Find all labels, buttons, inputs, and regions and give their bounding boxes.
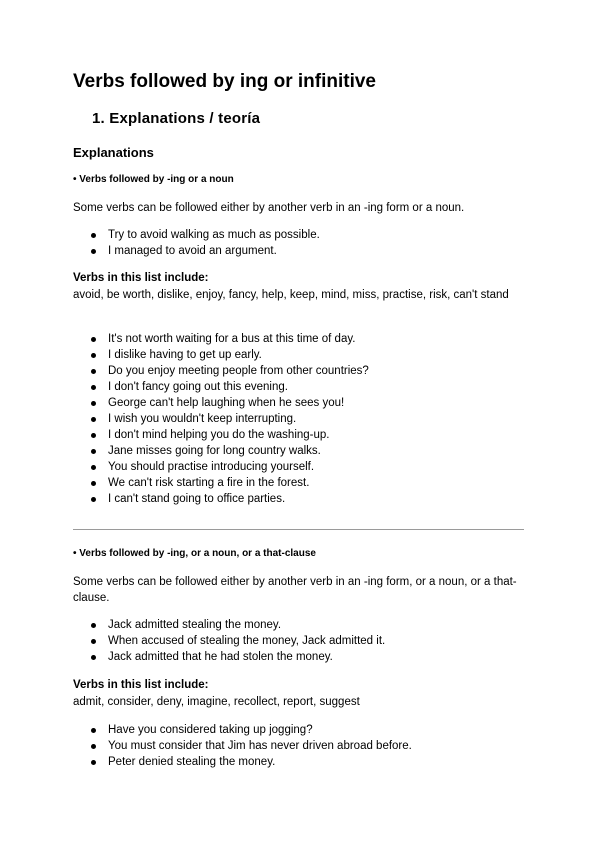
section-heading: 1. Explanations / teoría	[92, 110, 261, 127]
bullet-icon	[91, 481, 96, 486]
bullet-icon	[91, 449, 96, 454]
bullet-icon	[91, 233, 96, 238]
bullet-icon	[91, 744, 96, 749]
bullet-icon	[91, 760, 96, 765]
bullet-icon	[91, 623, 96, 628]
bullet-icon	[91, 728, 96, 733]
verbs-list-heading: Verbs in this list include:	[73, 272, 209, 284]
bullet-icon	[91, 639, 96, 644]
bullet-icon	[91, 353, 96, 358]
subheading: Explanations	[73, 145, 154, 160]
intro-paragraph: Some verbs can be followed either by another verb in an -ing form, or a noun, or a that-clause.	[73, 576, 517, 604]
intro-paragraph: Some verbs can be followed either by another verb in an -ing form or a noun.	[73, 202, 465, 214]
bullet-icon	[91, 497, 96, 502]
category-heading: • Verbs followed by -ing or a noun	[73, 174, 234, 185]
bullet-icon	[91, 465, 96, 470]
bullet-icon	[91, 655, 96, 660]
bullet-icon	[91, 417, 96, 422]
page-title: Verbs followed by ing or infinitive	[73, 71, 376, 92]
bullet-icon	[91, 433, 96, 438]
bullet-icon	[91, 249, 96, 254]
verbs-list-heading: Verbs in this list include:	[73, 679, 209, 691]
bullet-icon	[91, 385, 96, 390]
bullet-icon	[91, 369, 96, 374]
document-page: Verbs followed by ing or infinitive 1. Explanations / teoría Explanations • Verbs followed by -ing or a noun Some verbs can be followed either by another verb in an -ing form or a noun. Try to avoid walking as much as possible. I managed to avoid an argument. Verbs in this list include: avoid, be worth, dislike, enjoy, fancy, help, keep, mind, miss, practise, risk, can't stand It's not worth waiting for a bus at this time of day. I dislike having to get up early. Do you enjoy meeting people from other countries? I don't fancy going out this evening. George can't help laughing when he sees you! I wish you wouldn't keep interrupting. I don't mind helping you do the washing-up. Jane misses going for long country walks. You should practise introducing yourself. We can't risk starting a fire in the forest. I can't stand going to office parties. • Verbs followed by -ing, or a noun, or a that-clause Some verbs can be followed either by another verb in an -ing form, or a noun, or a that-clause. Jack admitted stealing the money. When accused of stealing the money, Jack admitted it. Jack admitted that he had stolen the money. Verbs in this list include: admit, consider, deny, imagine, recollect, report, suggest Have you considered taking up jogging? You must consider that Jim has never driven abroad before. Peter denied stealing the money.	[0, 0, 600, 848]
category-heading: • Verbs followed by -ing, or a noun, or a that-clause	[73, 548, 316, 559]
horizontal-divider	[73, 529, 524, 530]
bullet-icon	[91, 337, 96, 342]
verbs-list: avoid, be worth, dislike, enjoy, fancy, help, keep, mind, miss, practise, risk, can't stand	[73, 289, 509, 301]
bullet-icon	[91, 401, 96, 406]
verbs-list: admit, consider, deny, imagine, recollect, report, suggest	[73, 696, 360, 708]
